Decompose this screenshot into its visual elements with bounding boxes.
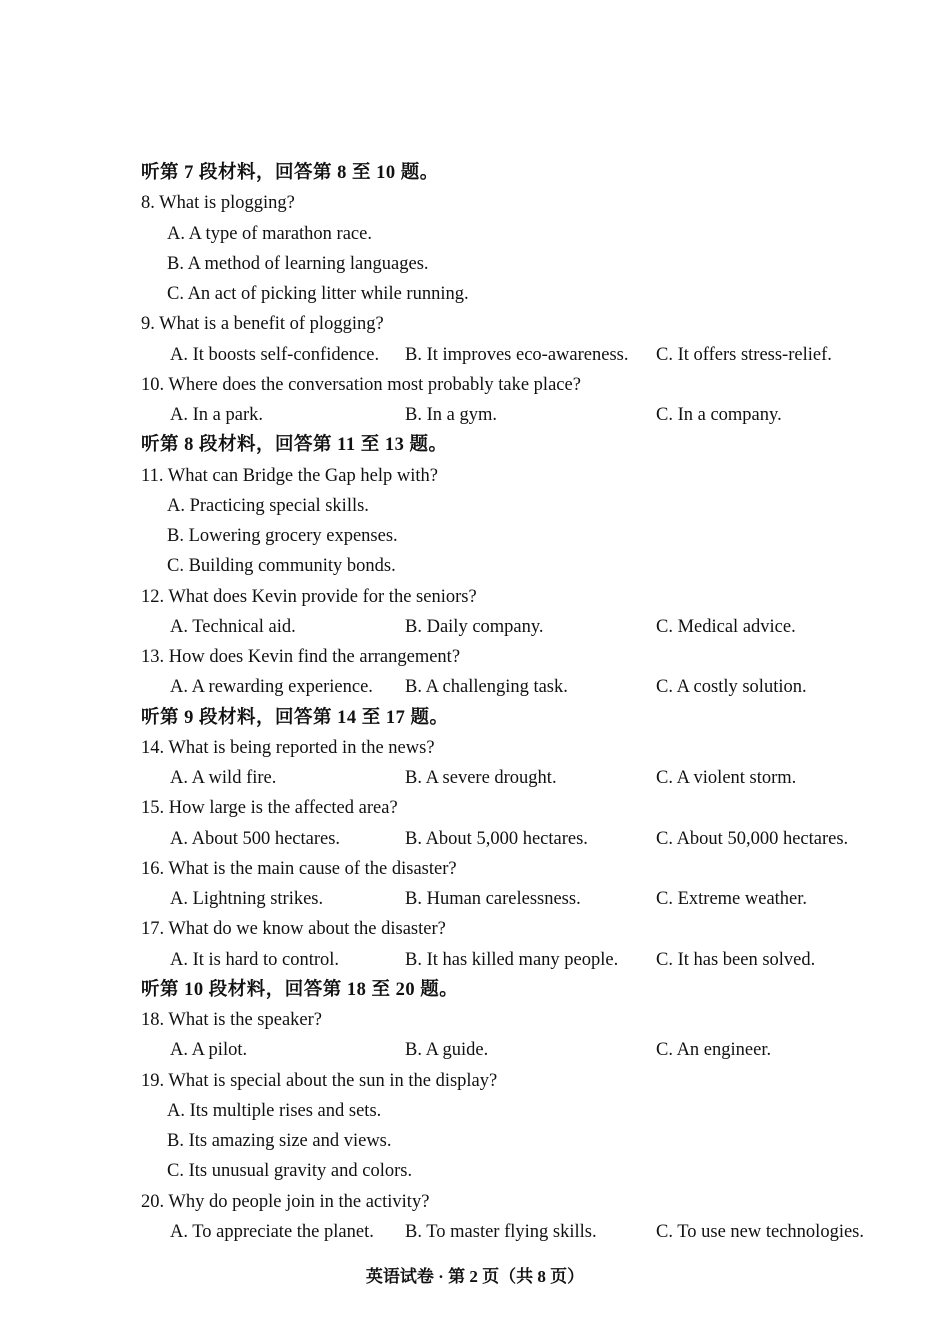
answer-option: C. A violent storm. bbox=[656, 768, 797, 788]
question-stem: 15. How large is the affected area? bbox=[141, 798, 398, 819]
question-stem: 11. What can Bridge the Gap help with? bbox=[141, 465, 438, 486]
answer-option: A. It is hard to control. bbox=[170, 949, 340, 970]
answer-option: A. Lightning strikes. bbox=[170, 889, 324, 909]
answer-option: B. In a gym. bbox=[405, 405, 497, 425]
question-stem: 16. What is the main cause of the disaster? bbox=[141, 858, 457, 879]
question-stem: 17. What do we know about the disaster? bbox=[141, 919, 446, 940]
answer-option: A. In a park. bbox=[170, 405, 263, 425]
question-stem: 18. What is the speaker? bbox=[141, 1010, 322, 1030]
answer-option: B. It has killed many people. bbox=[405, 949, 619, 970]
answer-option: B. A method of learning languages. bbox=[167, 253, 429, 274]
answer-option: A. A pilot. bbox=[170, 1040, 248, 1061]
answer-option: C. Building community bonds. bbox=[167, 556, 396, 577]
answer-option: A. A rewarding experience. bbox=[170, 677, 373, 698]
answer-option: C. Its unusual gravity and colors. bbox=[167, 1161, 413, 1182]
answer-option: B. Lowering grocery expenses. bbox=[167, 526, 398, 546]
answer-option: B. It improves eco-awareness. bbox=[405, 344, 629, 365]
answer-option: A. Its multiple rises and sets. bbox=[167, 1100, 382, 1121]
question-stem: 20. Why do people join in the activity? bbox=[141, 1191, 430, 1212]
answer-option: A. A wild fire. bbox=[170, 768, 277, 788]
answer-option: C. Medical advice. bbox=[656, 616, 796, 637]
answer-option: B. About 5,000 hectares. bbox=[405, 828, 588, 849]
question-stem: 10. Where does the conversation most probably take place? bbox=[141, 374, 581, 395]
answer-option: C. In a company. bbox=[656, 405, 782, 425]
answer-option: A. A type of marathon race. bbox=[167, 223, 372, 244]
answer-option: C. About 50,000 hectares. bbox=[656, 828, 849, 849]
section-header: 听第 7 段材料，回答第 8 至 10 题。 bbox=[141, 163, 439, 183]
question-stem: 14. What is being reported in the news? bbox=[141, 737, 435, 758]
answer-option: C. An act of picking litter while running. bbox=[167, 284, 469, 304]
answer-option: A. Technical aid. bbox=[170, 616, 296, 637]
section-header: 听第 8 段材料，回答第 11 至 13 题。 bbox=[141, 435, 448, 456]
answer-option: B. Daily company. bbox=[405, 616, 544, 637]
answer-option: B. To master flying skills. bbox=[405, 1221, 597, 1242]
answer-option: A. About 500 hectares. bbox=[170, 828, 341, 849]
question-stem: 8. What is plogging? bbox=[141, 193, 295, 214]
answer-option: B. A challenging task. bbox=[405, 677, 568, 698]
question-stem: 9. What is a benefit of plogging? bbox=[141, 314, 384, 335]
answer-option: A. It boosts self-confidence. bbox=[170, 344, 380, 365]
answer-option: A. To appreciate the planet. bbox=[170, 1221, 374, 1242]
answer-option: C. A costly solution. bbox=[656, 677, 807, 698]
question-stem: 12. What does Kevin provide for the seniors? bbox=[141, 586, 477, 607]
question-stem: 19. What is special about the sun in the display? bbox=[141, 1070, 498, 1091]
answer-option: C. Extreme weather. bbox=[656, 889, 808, 909]
section-header: 听第 9 段材料，回答第 14 至 17 题。 bbox=[141, 707, 449, 728]
answer-option: A. Practicing special skills. bbox=[167, 495, 369, 516]
answer-option: C. To use new technologies. bbox=[656, 1221, 864, 1242]
answer-option: C. It offers stress-relief. bbox=[656, 344, 832, 365]
answer-option: B. Its amazing size and views. bbox=[167, 1131, 392, 1151]
answer-option: C. It has been solved. bbox=[656, 949, 816, 970]
answer-option: C. An engineer. bbox=[656, 1040, 772, 1061]
answer-option: B. A severe drought. bbox=[405, 768, 557, 788]
question-stem: 13. How does Kevin find the arrangement? bbox=[141, 647, 461, 667]
answer-option: B. Human carelessness. bbox=[405, 889, 581, 909]
section-header: 听第 10 段材料，回答第 18 至 20 题。 bbox=[141, 979, 459, 1000]
page-footer: 英语试卷 · 第 2 页（共 8 页） bbox=[365, 1267, 585, 1286]
answer-option: B. A guide. bbox=[405, 1040, 489, 1061]
